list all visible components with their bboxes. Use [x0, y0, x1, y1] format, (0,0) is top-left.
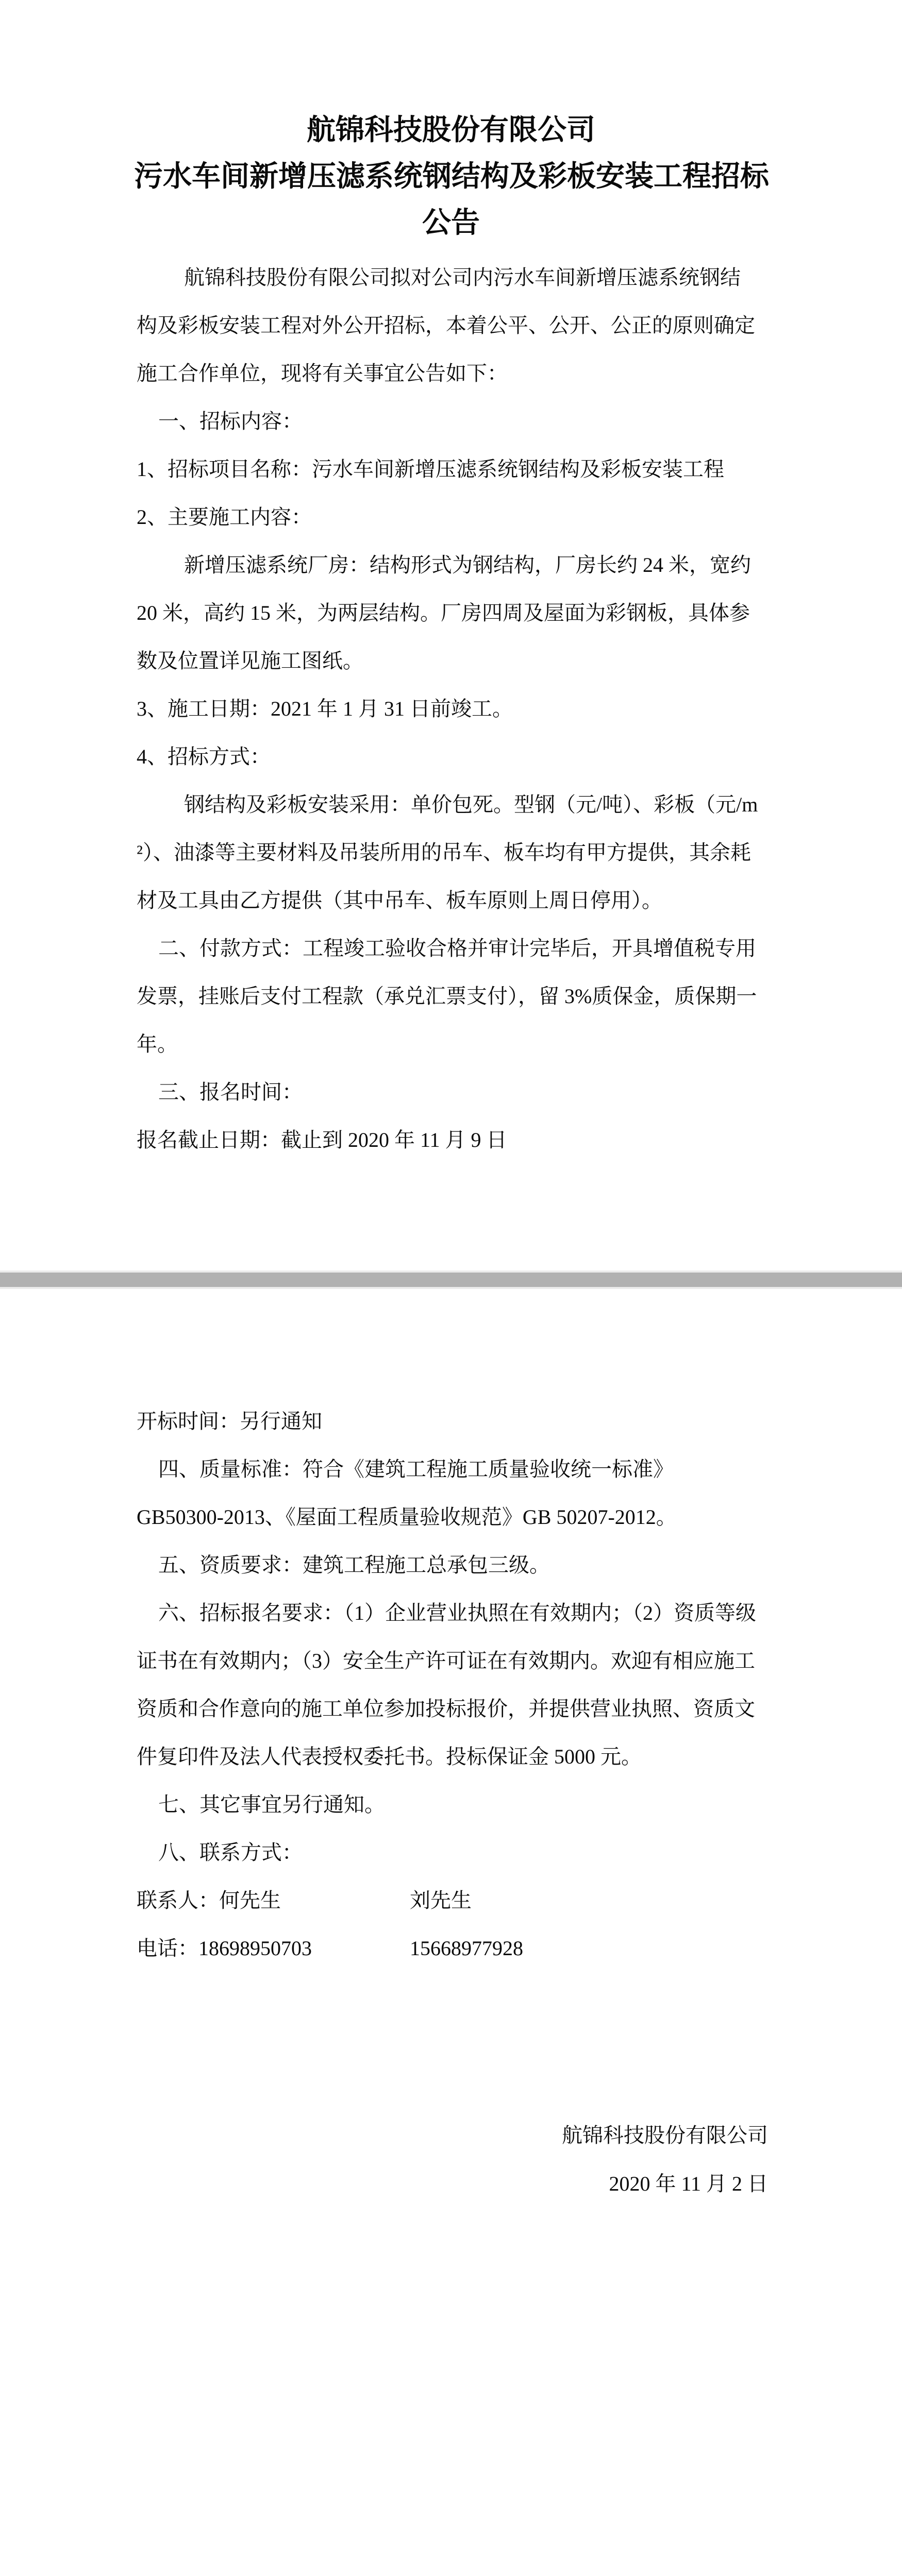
- announcement-title-line: 公告: [422, 207, 480, 239]
- section-heading-5: 五、资质要求：建筑工程施工总承包三级。: [158, 1553, 550, 1577]
- body-line: 数及位置详见施工图纸。: [137, 649, 363, 672]
- body-line: 1、招标项目名称：污水车间新增压滤系统钢结构及彩板安装工程: [137, 457, 724, 481]
- section-heading-8: 八、联系方式：: [158, 1841, 303, 1864]
- body-line: 件复印件及法人代表授权委托书。投标保证金 5000 元。: [137, 1745, 642, 1768]
- section-heading-4: 四、质量标准：符合《建筑工程施工质量验收统一标准》: [158, 1458, 674, 1481]
- project-title-line: 污水车间新增压滤系统钢结构及彩板安装工程招标: [134, 161, 769, 193]
- section-heading-7: 七、其它事宜另行通知。: [158, 1793, 385, 1816]
- body-line: 航锦科技股份有限公司拟对公司内污水车间新增压滤系统钢结: [184, 266, 741, 289]
- section-heading-1: 一、招标内容：: [158, 410, 303, 433]
- page1-body: [137, 253, 807, 1164]
- body-line: ²）、油漆等主要材料及吊装所用的吊车、板车均有甲方提供，其余耗: [137, 841, 751, 864]
- signature-company: 航锦科技股份有限公司: [562, 2124, 768, 2147]
- page2-body: [137, 1397, 807, 1972]
- section-heading-6: 六、招标报名要求：（1）企业营业执照在有效期内；（2）资质等级: [158, 1601, 756, 1624]
- body-line: 材及工具由乙方提供（其中吊车、板车原则上周日停用）。: [137, 889, 662, 912]
- page-break-divider: [0, 1270, 902, 1289]
- phone-number-2: 15668977928: [410, 1937, 523, 1960]
- signature-date: 2020 年 11 月 2 日: [609, 2172, 768, 2195]
- document-title: [134, 107, 768, 246]
- phone-row: [137, 1924, 807, 1972]
- body-line: 新增压滤系统厂房：结构形式为钢结构，厂房长约 24 米，宽约: [184, 553, 751, 577]
- body-line: 构及彩板安装工程对外公开招标，本着公平、公开、公正的原则确定: [137, 314, 755, 337]
- body-line: 2、主要施工内容：: [137, 505, 312, 529]
- section-heading-2: 二、付款方式：工程竣工验收合格并审计完毕后，开具增值税专用: [158, 937, 756, 960]
- contact-person-1: 联系人：何先生: [137, 1889, 281, 1912]
- body-line: 年。: [137, 1032, 178, 1056]
- body-line: 证书在有效期内；（3）安全生产许可证在有效期内。欢迎有相应施工: [137, 1649, 755, 1672]
- body-line: 发票，挂账后支付工程款（承兑汇票支付），留 3%质保金，质保期一: [137, 985, 757, 1008]
- company-title-line: 航锦科技股份有限公司: [307, 114, 595, 146]
- body-line: 3、施工日期：2021 年 1 月 31 日前竣工。: [137, 697, 513, 720]
- section-heading-3: 三、报名时间：: [158, 1080, 303, 1104]
- body-line: 施工合作单位，现将有关事宜公告如下：: [137, 362, 508, 385]
- signature-block: [562, 2111, 768, 2208]
- body-line: 报名截止日期：截止到 2020 年 11 月 9 日: [137, 1128, 507, 1151]
- contact-person-2: 刘先生: [410, 1889, 472, 1912]
- body-line: 资质和合作意向的施工单位参加投标报价，并提供营业执照、资质文: [137, 1697, 755, 1720]
- body-line: GB50300-2013、《屋面工程质量验收规范》GB 50207-2012。: [137, 1505, 677, 1529]
- body-line: 钢结构及彩板安装采用：单价包死。型钢（元/吨）、彩板（元/m: [184, 793, 758, 816]
- contact-row: [137, 1876, 807, 1924]
- body-line: 4、招标方式：: [137, 745, 271, 768]
- body-line: 开标时间：另行通知: [137, 1410, 322, 1433]
- phone-number-1: 电话：18698950703: [137, 1937, 312, 1960]
- body-line: 20 米，高约 15 米，为两层结构。厂房四周及屋面为彩钢板，具体参: [137, 601, 750, 624]
